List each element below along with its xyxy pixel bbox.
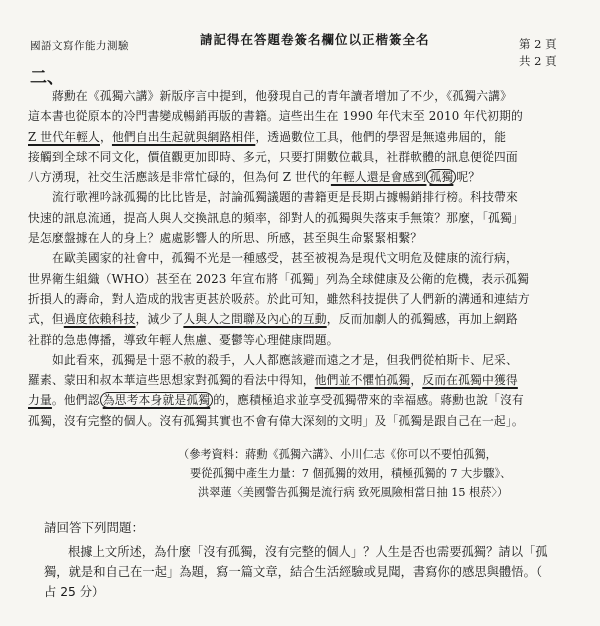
passage-line: 如此看來，孤獨是十惡不赦的殺手，人人都應該避而遠之才是，但我們從柏斯卡、尼采、 — [52, 352, 518, 367]
exam-name: 國語文寫作能力測驗 — [30, 40, 129, 52]
passage-line: 羅素、蒙田和叔本華這些思想家對孤獨的看法中得知，他們並不懼怕孤獨，反而在孤獨中獲得 — [28, 373, 518, 388]
page-total: 共 2 頁 — [519, 54, 557, 68]
underlined-phrase: 年輕人還是會感到 — [330, 170, 427, 185]
passage-line: 是怎麼盤據在人的身上？處處影響人的所思、所感，甚至與生命緊緊相繫？ — [28, 231, 423, 246]
question-prompt — [44, 542, 584, 602]
page-indicator — [519, 36, 557, 70]
page-number: 第 2 頁 — [519, 37, 557, 51]
question-line: 占 25 分） — [44, 585, 105, 599]
passage-line: 孤獨，沒有完整的個人。沒有孤獨其實也不會有偉大深刻的文明」及「孤獨是跟自己在一起」。 — [28, 413, 524, 428]
reference-line: 要從孤獨中產生力量：7 個孤獨的效用，積極孤獨的 7 大步驟》、 — [190, 467, 512, 480]
passage-line: 八方湧現，社交生活應該是非常忙碌的，但為何 Z 世代的年輕人還是會感到 孤獨 呢？ — [28, 170, 481, 185]
question-line: 獨，就是和自己在一起」為題，寫一篇文章，結合生活經驗或見聞，書寫你的感思與體悟。（ — [44, 565, 543, 579]
underlined-phrase: 他們自出生起就與網路相伴 — [111, 129, 256, 144]
reference-line: 洪翠蓮〈美國警告孤獨是流行病 致死風險相當日抽 15 根菸〉） — [198, 486, 509, 499]
underlined-phrase: 力量 — [28, 393, 52, 408]
question-title: 請回答下列問題： — [44, 520, 145, 535]
underlined-phrase: Z 世代年輕人 — [28, 129, 100, 144]
question-line: 根據上文所述，為什麼「沒有孤獨，沒有完整的個人」？人生是否也需要孤獨？請以「孤 — [68, 545, 548, 559]
passage-line: 蔣勳在《孤獨六講》新版序言中提到，他發現自己的青年讀者增加了不少，《孤獨六講》 — [52, 89, 513, 103]
passage-line: Z 世代年輕人，他們自出生起就與網路相伴，透過數位工具，他們的學習是無遠弗屆的，能 — [28, 129, 507, 144]
passage-line: 流行歌裡吟詠孤獨的比比皆是，討論孤獨議題的書籍更是長期占據暢銷排行榜。科技帶來 — [52, 190, 518, 205]
passage-line: 接觸到全球不同文化，價值觀更加即時、多元，只要打開數位載具，社群軟體的訊息便從四面 — [28, 149, 518, 164]
passage-line: 力量。他們認 為思考本身就是孤獨 的，應積極追求並享受孤獨帶來的幸福感。蔣勳也說「沒有 — [28, 393, 524, 408]
references — [28, 445, 576, 502]
reading-passage — [28, 86, 576, 431]
passage-line: 社群的急患傳播，導致年輕人焦慮、憂鬱等心理健康問題。 — [28, 332, 339, 347]
section-number: 二、 — [30, 68, 64, 88]
signature-instruction: 請記得在答題卷簽名欄位以正楷簽全名 — [200, 32, 430, 47]
circled-word: 孤獨 — [426, 169, 456, 185]
passage-line: 這本書也從原本的冷門書變成暢銷再版的書籍。這些出生在 1990 年代末至 2010 年代初期的 — [28, 109, 523, 124]
underlined-phrase: 過度依賴科技 — [63, 312, 136, 327]
passage-line: 折損人的壽命，對人造成的戕害更甚於吸菸。於此可知，雖然科技提供了人們新的溝通和連結方 — [28, 291, 530, 306]
passage-line: 在歐美國家的社會中，孤獨不光是一種感受，甚至被視為是現代文明危及健康的流行病， — [52, 251, 518, 266]
underlined-phrase: 反而在孤獨中獲得 — [422, 373, 518, 388]
passage-line: 式，但過度依賴科技，減少了人與人之間聯及內心的互動，反而加劇人的孤獨感，再加上網路 — [28, 312, 518, 327]
underlined-phrase: 他們並不懼怕孤獨 — [314, 373, 411, 388]
passage-line: 快速的訊息流通，提高人與人交換訊息的頻率，卻對人的孤獨與失落束手無策？那麼，「孤獨」 — [28, 210, 524, 225]
underlined-phrase: 人與人之間聯及內心的互動 — [183, 312, 327, 327]
passage-line: 世界衛生組織（WHO）甚至在 2023 年宣布將「孤獨」列為全球健康及公衛的危機，表示孤獨 — [28, 271, 530, 286]
circled-phrase: 為思考本身就是孤獨 — [100, 392, 214, 408]
reference-line: （參考資料：蔣勳《孤獨六講》、小川仁志《你可以不要怕孤獨， — [178, 448, 497, 461]
